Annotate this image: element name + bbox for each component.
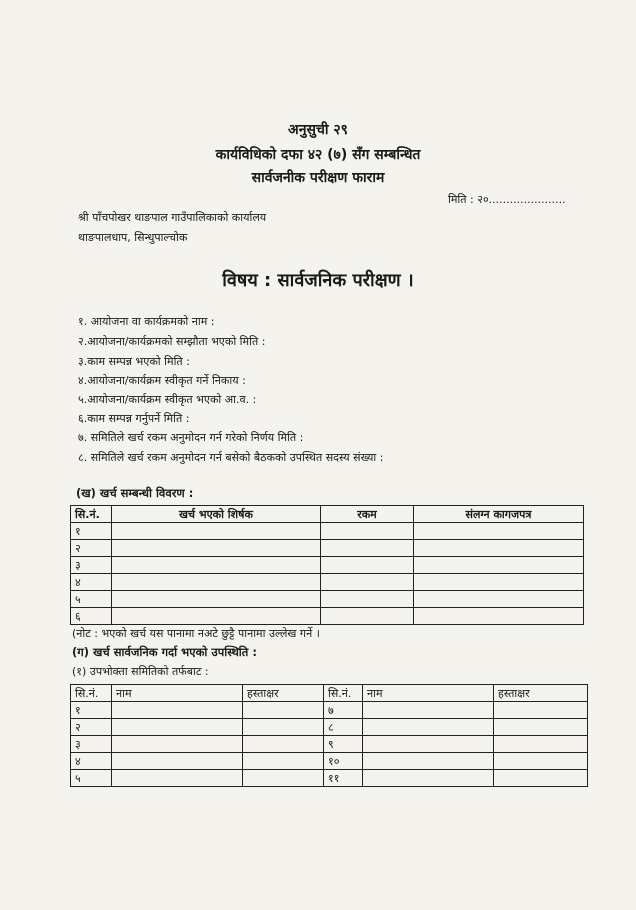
cell-blank xyxy=(321,557,414,574)
cell-blank xyxy=(414,574,584,591)
cell-blank xyxy=(243,702,324,719)
expense-table xyxy=(70,505,584,625)
col-name: नाम xyxy=(363,685,494,702)
cell-blank xyxy=(112,719,243,736)
table-header-row xyxy=(71,685,588,702)
office-name: श्री पाँचपोखर थाङपाल गाउँपालिकाको कार्यालय xyxy=(78,211,267,224)
cell-blank xyxy=(363,702,494,719)
table-row xyxy=(71,591,584,608)
cell-blank xyxy=(112,574,321,591)
table-row xyxy=(71,702,588,719)
row-serial: ७ xyxy=(324,702,363,719)
cell-blank xyxy=(243,719,324,736)
table-row xyxy=(71,540,584,557)
cell-blank xyxy=(414,608,584,625)
attendance-subheading: (१) उपभोक्ता समितिको तर्फबाट : xyxy=(72,665,209,678)
cell-blank xyxy=(494,736,588,753)
row-serial: ४ xyxy=(71,753,112,770)
table-row xyxy=(71,753,588,770)
cell-blank xyxy=(112,736,243,753)
cell-blank xyxy=(363,753,494,770)
col-signature: हस्ताक्षर xyxy=(494,685,588,702)
table-row xyxy=(71,608,584,625)
row-serial: ५ xyxy=(71,591,112,608)
list-item: १. आयोजना वा कार्यक्रमको नाम : xyxy=(78,315,215,328)
cell-blank xyxy=(414,557,584,574)
subject-heading: विषय : सार्वजनिक परीक्षण । xyxy=(222,270,414,291)
cell-blank xyxy=(112,591,321,608)
cell-blank xyxy=(494,719,588,736)
list-item: ६.काम सम्पन्न गर्नुपर्ने मिति : xyxy=(78,412,190,425)
row-serial: २ xyxy=(71,719,112,736)
attendance-heading: (ग) खर्च सार्वजनिक गर्दा भएको उपस्थिति : xyxy=(72,645,257,659)
col-name: नाम xyxy=(112,685,243,702)
row-serial: ३ xyxy=(71,736,112,753)
cell-blank xyxy=(112,523,321,540)
cell-blank xyxy=(363,736,494,753)
cell-blank xyxy=(112,753,243,770)
table-row xyxy=(71,736,588,753)
list-item: ५.आयोजना/कार्यक्रम स्वीकृत भएको आ.व. : xyxy=(78,393,257,406)
col-expense-title: खर्च भएको शिर्षक xyxy=(112,506,321,523)
attendance-table xyxy=(70,684,588,787)
cell-blank xyxy=(112,770,243,787)
row-serial: ३ xyxy=(71,557,112,574)
row-serial: ११ xyxy=(324,770,363,787)
cell-blank xyxy=(321,591,414,608)
cell-blank xyxy=(414,523,584,540)
list-item: ४.आयोजना/कार्यक्रम स्वीकृत गर्ने निकाय : xyxy=(78,374,246,387)
cell-blank xyxy=(494,770,588,787)
col-attached-docs: संलग्न कागजपत्र xyxy=(414,506,584,523)
row-serial: ६ xyxy=(71,608,112,625)
table-row xyxy=(71,770,588,787)
table-header-row xyxy=(71,506,584,523)
cell-blank xyxy=(112,540,321,557)
list-item: ७. समितिले खर्च रकम अनुमोदन गर्न गरेको निर्णय मिति : xyxy=(78,431,304,444)
row-serial: १ xyxy=(71,523,112,540)
cell-blank xyxy=(243,736,324,753)
table-row xyxy=(71,719,588,736)
cell-blank xyxy=(112,608,321,625)
expense-heading: (ख) खर्च सम्बन्धी विवरण : xyxy=(76,486,194,500)
cell-blank xyxy=(321,608,414,625)
cell-blank xyxy=(494,702,588,719)
cell-blank xyxy=(494,753,588,770)
cell-blank xyxy=(363,770,494,787)
table-row xyxy=(71,523,584,540)
list-item: ३.काम सम्पन्न भएको मिति : xyxy=(78,355,190,368)
cell-blank xyxy=(414,540,584,557)
row-serial: ८ xyxy=(324,719,363,736)
row-serial: १ xyxy=(71,702,112,719)
date-line: मिति : २०...................... xyxy=(448,193,566,206)
cell-blank xyxy=(321,540,414,557)
related-clause: कार्यविधिको दफा ४२ (७) सँग सम्बन्धित xyxy=(215,147,421,163)
office-address: थाङपालधाप, सिन्धुपाल्चोक xyxy=(78,231,188,244)
cell-blank xyxy=(321,574,414,591)
col-signature: हस्ताक्षर xyxy=(243,685,324,702)
cell-blank xyxy=(112,702,243,719)
cell-blank xyxy=(414,591,584,608)
list-item: २.आयोजना/कार्यक्रमको सम्झौता भएको मिति : xyxy=(78,335,266,348)
cell-blank xyxy=(321,523,414,540)
cell-blank xyxy=(243,753,324,770)
col-serial: सि.नं. xyxy=(71,506,112,523)
row-serial: ९ xyxy=(324,736,363,753)
col-amount: रकम xyxy=(321,506,414,523)
row-serial: २ xyxy=(71,540,112,557)
schedule-title: अनुसुची २९ xyxy=(288,122,348,138)
row-serial: ५ xyxy=(71,770,112,787)
list-item: ८. समितिले खर्च रकम अनुमोदन गर्न बसेको बैठकको उपस्थित सदस्य संख्या : xyxy=(78,451,384,464)
row-serial: १० xyxy=(324,753,363,770)
form-title: सार्वजनीक परीक्षण फाराम xyxy=(251,170,385,186)
cell-blank xyxy=(112,557,321,574)
cell-blank xyxy=(363,719,494,736)
expense-note: (नोट : भएको खर्च यस पानामा नअटे छुट्टै पानामा उल्लेख गर्ने । xyxy=(72,627,320,640)
table-row xyxy=(71,557,584,574)
col-serial: सि.नं. xyxy=(324,685,363,702)
col-serial: सि.नं. xyxy=(71,685,112,702)
table-row xyxy=(71,574,584,591)
cell-blank xyxy=(243,770,324,787)
row-serial: ४ xyxy=(71,574,112,591)
